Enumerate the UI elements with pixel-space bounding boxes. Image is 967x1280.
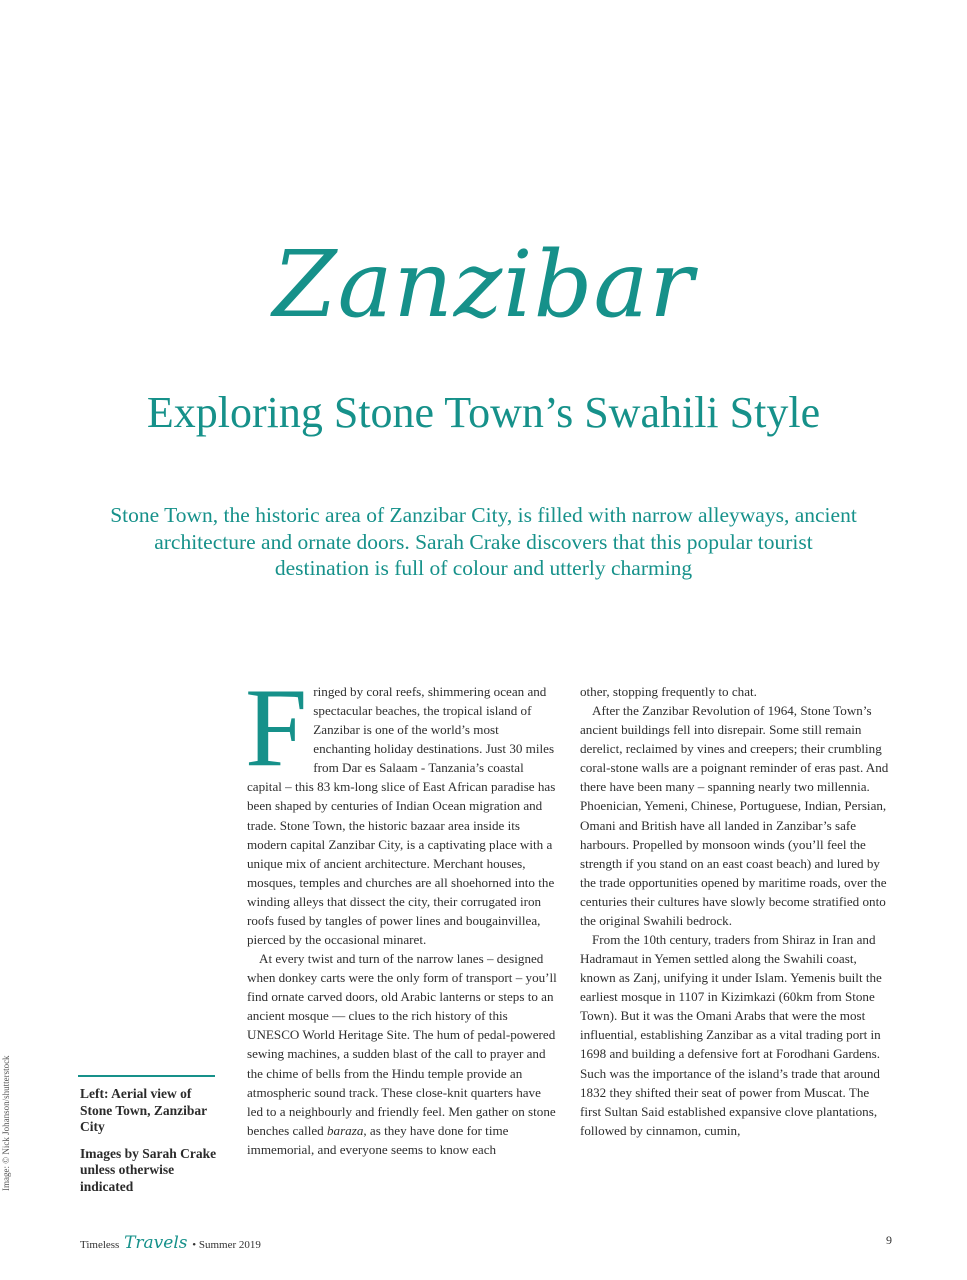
photo-caption (80, 1086, 220, 1205)
body-paragraph-3: other, stopping frequently to chat. (580, 684, 757, 699)
body-paragraph-2-italic: baraza (326, 1122, 364, 1138)
footer-brand-travels: Travels (124, 1233, 188, 1253)
body-paragraph-4: After the Zanzibar Revolution of 1964, Stone Town’s ancient buildings fell into disrepair. Some still remain derelict, reclaimed by vines and creepers; their crumbling coral-stone walls are a poignant reminder of eras past. And there have been many – spanning nearly two millennia. Phoenician, Yemeni, Chinese, Portuguese, Indian, Persian, Omani and British have all landed in Zanzibar’s safe harbours. Propelled by monsoon winds (you’ll feel the strength if you stand on an east coast beach) and lured by the trade opportunities opened by maritime roads, over the centuries their cultures have slowly become stratified onto the original Swahili bedrock. (580, 703, 889, 928)
body-paragraph-2 (247, 949, 559, 1159)
image-credit: Image: © Nick Johanson/shutterstock (1, 1055, 11, 1191)
script-title-zanzibar: Zanzibar (272, 231, 695, 338)
article-subtitle: Exploring Stone Town’s Swahili Style (146, 388, 821, 437)
footer-brand-timeless: Timeless (80, 1239, 120, 1251)
caption-line-1: Left: Aerial view of Stone Town, Zanzibar City (80, 1086, 207, 1134)
body-paragraph-2-start: At every twist and turn of the narrow lanes – designed when donkey carts were the only form of transport – you’ll find ornate carved doors, old Arabic lanterns or steps to an ancient mosque — clues to the rich history of this UNESCO World Heritage Site. The hum of pedal-powered sewing machines, a sudden blast of the call to prayer and the chime of bells from the Hindu temple provide an atmospheric sound track. These close-knit quarters have led to a neighbourly and friendly feel. Men gather on stone benches called (247, 951, 557, 1138)
caption-line-2: Images by Sarah Crake unless otherwise indicated (80, 1145, 217, 1194)
body-column-2 (580, 682, 892, 1140)
body-paragraph-5: From the 10th century, traders from Shiraz in Iran and Hadramaut in Yemen settled along the Swahili coast, known as Zanj, unifying it under Islam. Yemenis built the earliest mosque in 1107 in Kizimkazi (60km from Stone Town). But it was the Omani Arabs that were the most influential, establishing Zanzibar as a vital trading port in 1698 and building a defensive fort at Forodhani Gardens. Such was the importance of the island’s trade that around 1832 they shifted their seat of power from Muscat. The first Sultan Said established expansive clove plantations, followed by cinnamon, cumin, (580, 932, 882, 1138)
page-number: 9 (886, 1233, 892, 1247)
body-column-1 (245, 666, 559, 1159)
drop-cap: F (245, 666, 308, 790)
footer (80, 1233, 261, 1253)
footer-issue: • Summer 2019 (192, 1239, 261, 1251)
body-paragraph-2-end: , as they have done for time immemorial, and everyone seems to know each (247, 1122, 509, 1157)
standfirst: Stone Town, the historic area of Zanzibar City, is filled with narrow alleyways, ancient architecture and ornate doors. Sarah Crake discovers that this popular tourist destination is full of colour and utterly charming (110, 503, 857, 580)
body-paragraph-1-text: ringed by coral reefs, shimmering ocean and spectacular beaches, the tropical island of Zanzibar is one of the world’s most enchanting holiday destinations. Just 30 miles from Dar es Salaam - Tanzania’s coastal capital – this 83 km-long slice of East African paradise has been shaped by centuries of Indian Ocean migration and trade. Stone Town, the historic bazaar area inside its modern capital Zanzibar City, is a captivating place with a unique mix of ancient architecture. Merchant houses, mosques, temples and churches are all shoehorned into the winding alleys that dissect the city, their corrugated iron roofs fused by tangles of power lines and bougainvillea, pierced by the occasional minaret. (247, 684, 556, 948)
body-paragraph-1 (245, 666, 559, 949)
caption-rule (78, 1075, 215, 1077)
